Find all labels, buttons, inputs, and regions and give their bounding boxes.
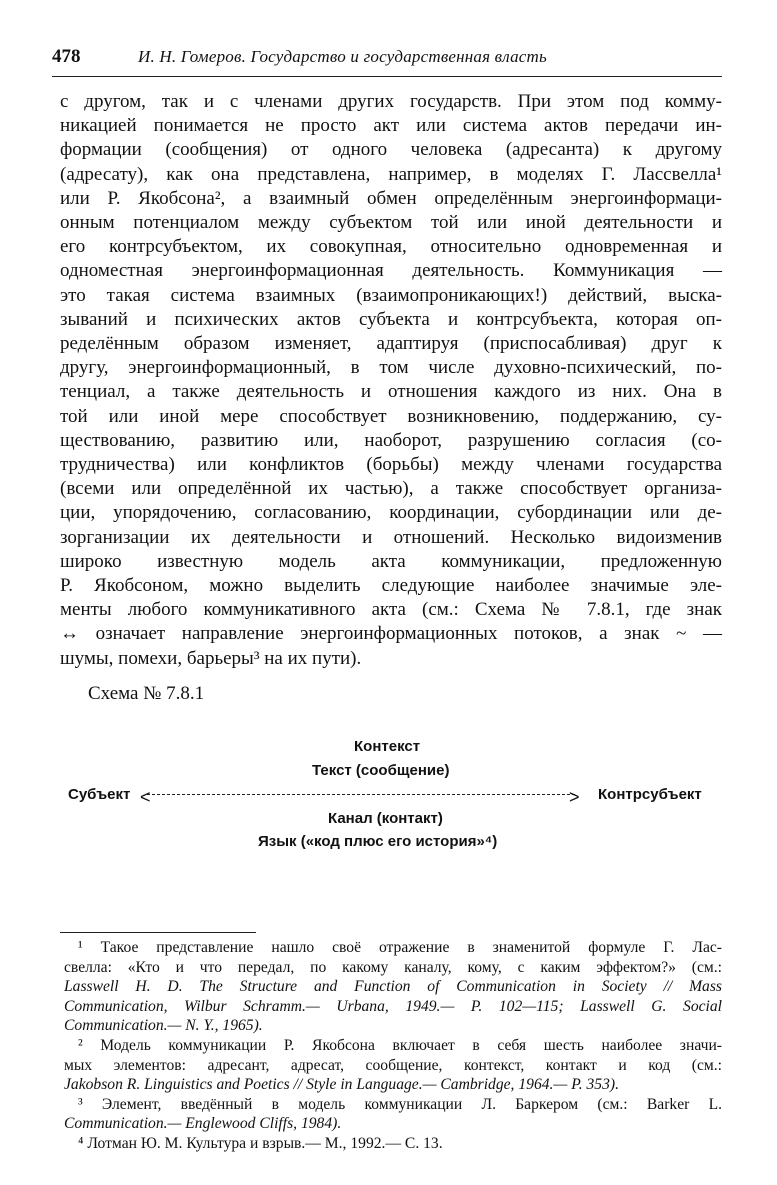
schema-title: Схема № 7.8.1 bbox=[88, 683, 205, 704]
message-label: Текст (сообщение) bbox=[312, 762, 450, 779]
footnote-line: Jakobson R. Linguistics and Poetics // Style in Language.— Cambridge, 1964.— P. 353). bbox=[64, 1076, 619, 1094]
footnote-4 bbox=[64, 1134, 722, 1154]
text-line: ↔ означает направление энергоинформационных потоков, а знак ~ — bbox=[60, 623, 722, 645]
footnote-line: Communication, Wilbur Schramm.— Urbana, 1949.— P. 102—115; Lasswell G. Social bbox=[64, 997, 722, 1015]
text-line: ределённым образом изменяет, адаптируя (приспосабливая) друг к bbox=[60, 333, 722, 355]
arrow-right-icon: > bbox=[569, 787, 580, 807]
header-rule bbox=[52, 76, 722, 77]
countersubject-label: Контрсубъект bbox=[598, 786, 702, 803]
footnote-line: Communication.— N. Y., 1965). bbox=[64, 1017, 263, 1035]
text-line: его контрсубъектом, их совокупная, относительно одновременная и bbox=[60, 236, 722, 258]
footnote-line: Lasswell H. D. The Structure and Function of Communication in Society // Mass bbox=[64, 978, 722, 996]
footnote-line: ⁴ Лотман Ю. М. Культура и взрыв.— М., 1992.— С. 13. bbox=[78, 1134, 443, 1152]
channel-label: Канал (контакт) bbox=[328, 810, 443, 827]
text-line: зорганизации их деятельности и отношений. Несколько видоизменив bbox=[60, 526, 722, 548]
subject-label: Субъект bbox=[68, 786, 131, 803]
text-line: онным потенциалом между субъектом той или иной деятельности и bbox=[60, 212, 722, 234]
text-line: той или иной мере способствует возникновению, поддержанию, су- bbox=[60, 405, 722, 427]
text-line: это такая система взаимных (взаимопроникающих!) действий, выска- bbox=[60, 284, 722, 306]
code-label: Язык («код плюс его история»⁴) bbox=[258, 833, 498, 850]
footnote-1 bbox=[64, 938, 722, 1036]
text-line: с другом, так и с членами других государств. При этом под комму- bbox=[60, 91, 722, 112]
text-line: формации (сообщения) от одного человека (адресанта) к другому bbox=[60, 139, 722, 161]
page-header bbox=[52, 46, 722, 76]
footnote-rule bbox=[60, 932, 256, 933]
footnote-3 bbox=[64, 1095, 722, 1134]
context-label: Контекст bbox=[354, 738, 421, 755]
footnote-2 bbox=[64, 1036, 722, 1095]
text-line: другу, энергоинформационный, в том числе духовно-психический, по- bbox=[60, 357, 722, 379]
arrow-left-icon: < bbox=[140, 787, 151, 807]
footnote-line: ³ Элемент, введённый в модель коммуникации Л. Баркером (см.: Barker L. bbox=[78, 1095, 722, 1113]
text-line: ции, упорядочению, согласованию, координации, субординации или де- bbox=[60, 502, 722, 524]
footnote-line: свелла: «Кто и что передал, по какому каналу, кому, с каким эффектом?» (см.: bbox=[64, 958, 722, 976]
text-line: тенциал, а также деятельность и отношения каждого из них. Она в bbox=[60, 381, 722, 403]
page-number: 478 bbox=[52, 46, 81, 67]
text-line: (всеми или определённой их частью), а также способствует организа- bbox=[60, 478, 722, 500]
text-line: зываний и психических актов субъекта и контрсубъекта, которая оп- bbox=[60, 308, 722, 330]
text-line: или Р. Якобсона², а взаимный обмен определённым энергоинформаци- bbox=[60, 187, 722, 209]
footnotes bbox=[64, 938, 722, 1154]
text-line: широко известную модель акта коммуникации, предложенную bbox=[60, 550, 722, 572]
text-line: (адресату), как она представлена, например, в моделях Г. Лассвелла¹ bbox=[60, 163, 722, 185]
running-title: И. Н. Гомеров. Государство и государственная власть bbox=[138, 47, 547, 66]
text-line: ществованию, развитию или, наоборот, разрушению согласия (со- bbox=[60, 429, 722, 451]
text-line: менты любого коммуникативного акта (см.: Схема № 7.8.1, где знак bbox=[60, 599, 722, 621]
text-line: Р. Якобсоном, можно выделить следующие наиболее значимые эле- bbox=[60, 575, 722, 597]
text-line: шумы, помехи, барьеры³ на их пути). bbox=[60, 647, 362, 669]
communication-diagram bbox=[60, 728, 722, 868]
footnote-line: Communication.— Englewood Cliffs, 1984). bbox=[64, 1115, 342, 1133]
text-line: трудничества) или конфликтов (борьбы) между членами государства bbox=[60, 454, 722, 476]
main-text bbox=[60, 90, 722, 671]
text-line: одноместная энергоинформационная деятельность. Коммуникация — bbox=[60, 260, 722, 282]
footnote-line: ² Модель коммуникации Р. Якобсона включает в себя шесть наиболее значи- bbox=[78, 1036, 722, 1054]
footnote-line: ¹ Такое представление нашло своё отражение в знаменитой формуле Г. Лас- bbox=[78, 939, 722, 956]
text-line: никацией понимается не просто акт или система актов передачи ин- bbox=[60, 115, 722, 137]
dashed-flow-line bbox=[147, 794, 575, 795]
footnote-line: мых элементов: адресант, адресат, сообщение, контекст, контакт и код (см.: bbox=[64, 1056, 722, 1074]
